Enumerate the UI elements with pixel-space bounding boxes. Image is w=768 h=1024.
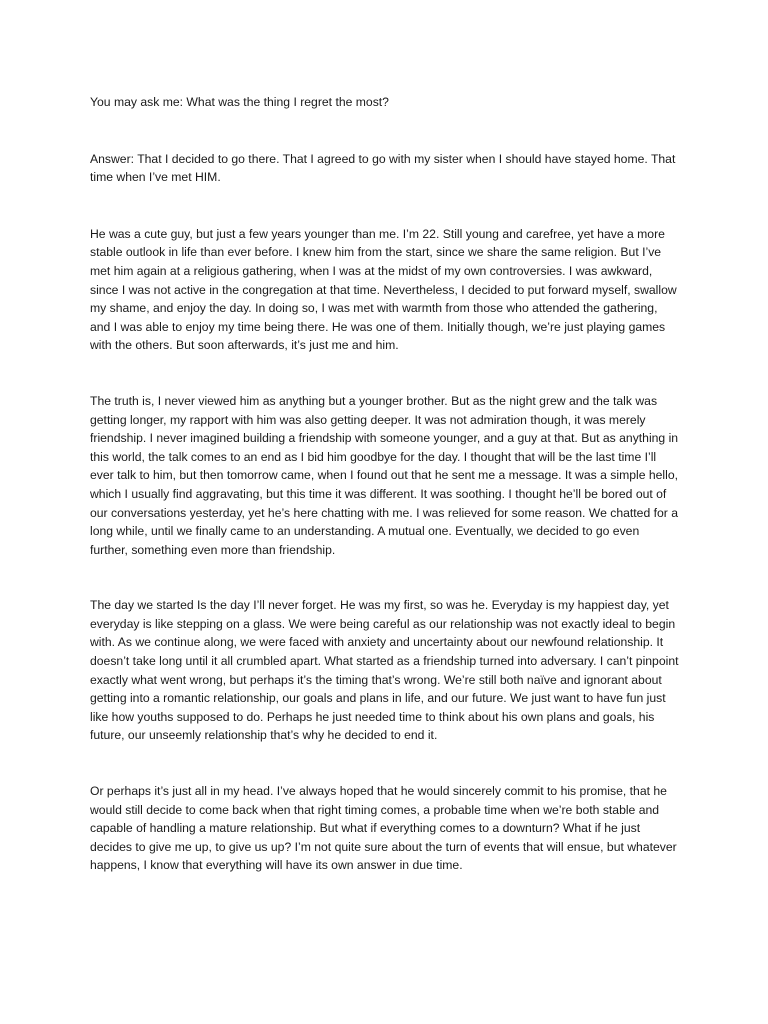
document-page [90, 93, 680, 875]
paragraph-meeting: He was a cute guy, but just a few years younger than me. I’m 22. Still young and carefree, yet have a more stable outlook in life than ever before. I knew him from the start, since we share the same religion. But I’ve met him again at a religious gathering, when I was at the midst of my own controversies. I was awkward, since I was not active in the congregation at that time. Nevertheless, I decided to put forward myself, swallow my shame, and enjoy the day. In doing so, I was met with warmth from those who attended the gathering, and I was able to enjoy my time being there. He was one of them. Initially though, we’re just playing games with the others. But soon afterwards, it’s just me and him. [90, 226, 677, 353]
paragraph-relationship: The day we started Is the day I’ll never forget. He was my first, so was he. Everyday is my happiest day, yet everyday is like stepping on a glass. We were being careful as our relationship was not exactly ideal to begin with. As we continue along, we were faced with anxiety and uncertainty about our newfound relationship. It doesn’t take long until it all crumbled apart. What started as a friendship turned into adversary. I can’t pinpoint exactly what went wrong, but perhaps it’s the timing that’s wrong. We’re still both naïve and ignorant about getting into a romantic relationship, our goals and plans in life, and our future. We just want to have fun just like how youths supposed to do. Perhaps he just needed time to think about his own plans and goals, his future, our unseemly relationship that’s why he decided to end it. [90, 598, 679, 743]
paragraph-question: You may ask me: What was the thing I regret the most? [90, 95, 389, 109]
paragraph-friendship: The truth is, I never viewed him as anything but a younger brother. But as the night grew and the talk was getting longer, my rapport with him was also getting deeper. It was not admiration though, it was merely friendship. I never imagined building a friendship with someone younger, and a guy at that. But as anything in this world, the talk comes to an end as I bid him goodbye for the day. I thought that will be the last time I’ll ever talk to him, but then tomorrow came, when I found out that he sent me a message. It was a simple hello, which I usually find aggravating, but this time it was different. It was soothing. I thought he’ll be bored out of our conversations yesterday, yet he’s here chatting with me. I was relieved for some reason. We chatted for a long while, until we finally came to an understanding. A mutual one. Eventually, we decided to go even further, something even more than friendship. [90, 393, 679, 557]
paragraph-answer: Answer: That I decided to go there. That I agreed to go with my sister when I should have stayed home. That time when I’ve met HIM. [90, 151, 676, 185]
paragraph-reflection: Or perhaps it’s just all in my head. I’ve always hoped that he would sincerely commit to his promise, that he would still decide to come back when that right timing comes, a probable time when we’re both stable and capable of handling a mature relationship. But what if everything comes to a downturn? What if he just decides to give me up, to give us up? I’m not quite sure about the turn of events that will ensue, but whatever happens, I know that everything will have its own answer in due time. [90, 784, 677, 873]
